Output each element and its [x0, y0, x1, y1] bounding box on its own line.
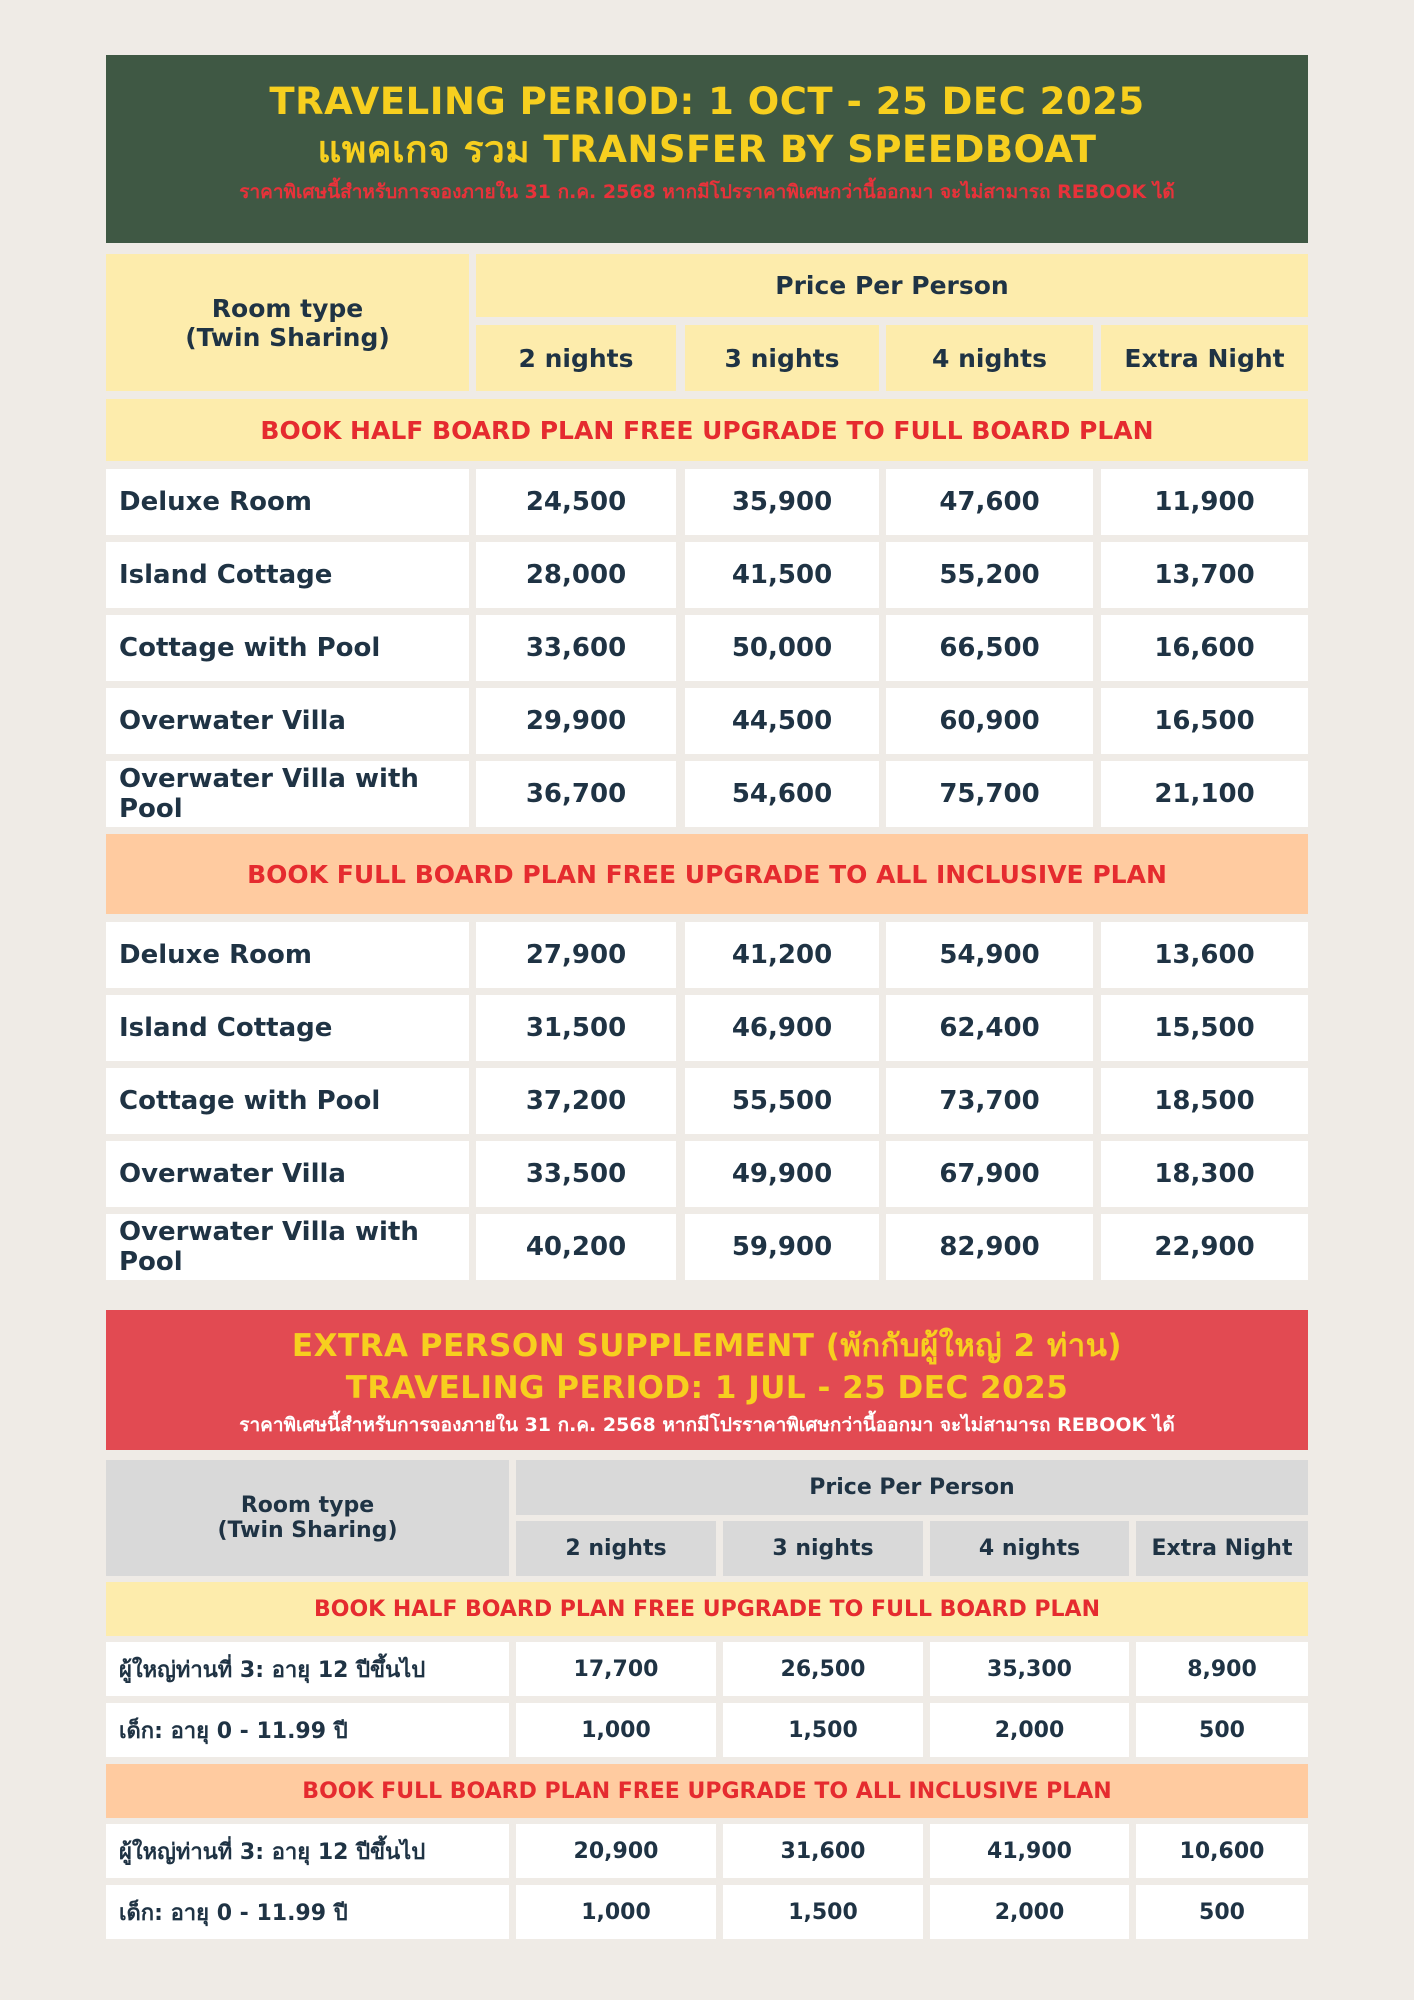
price-cell: 1,500 [723, 1885, 923, 1939]
room-name-cell: Deluxe Room [106, 922, 469, 988]
price-cell: 1,000 [516, 1885, 716, 1939]
price-cell: 54,600 [685, 761, 879, 827]
plan-section-header: BOOK HALF BOARD PLAN FREE UPGRADE TO FULL BOARD PLAN [106, 1582, 1308, 1636]
price-cell: 16,600 [1101, 615, 1308, 681]
price-cell: 75,700 [886, 761, 1093, 827]
price-cell: 31,600 [723, 1824, 923, 1878]
room-name-cell: Island Cottage [106, 542, 469, 608]
price-per-person-header: Price Per Person [476, 254, 1308, 317]
column-header: 4 nights [930, 1521, 1129, 1576]
price-cell: 28,000 [476, 542, 676, 608]
price-cell: 35,900 [685, 469, 879, 535]
price-cell: 500 [1136, 1885, 1308, 1939]
price-cell: 41,500 [685, 542, 879, 608]
column-header: 2 nights [476, 325, 676, 391]
price-cell: 31,500 [476, 995, 676, 1061]
banner-title: EXTRA PERSON SUPPLEMENT (พักกับผู้ใหญ่ 2 ท่าน) [291, 1328, 1123, 1364]
price-cell: 62,400 [886, 995, 1093, 1061]
column-header: 3 nights [685, 325, 879, 391]
banner-note: ราคาพิเศษนี้สำหรับการจองภายใน 31 ก.ค. 2568 หากมีโปรราคาพิเศษกว่านี้ออกมา จะไม่สามารถ REBOOK ได้ [239, 1414, 1175, 1436]
room-name-cell: Cottage with Pool [106, 1068, 469, 1134]
price-cell: 22,900 [1101, 1214, 1308, 1280]
price-cell: 54,900 [886, 922, 1093, 988]
price-cell: 10,600 [1136, 1824, 1308, 1878]
price-cell: 55,200 [886, 542, 1093, 608]
price-cell: 8,900 [1136, 1642, 1308, 1696]
banner-subtitle: แพคเกจ รวม TRANSFER BY SPEEDBOAT [317, 128, 1097, 171]
price-cell: 33,600 [476, 615, 676, 681]
column-header: Extra Night [1136, 1521, 1308, 1576]
price-per-person-header: Price Per Person [516, 1460, 1308, 1515]
room-type-header [106, 254, 469, 391]
room-name-cell: เด็ก: อายุ 0 - 11.99 ปี [106, 1703, 509, 1757]
room-name-cell: เด็ก: อายุ 0 - 11.99 ปี [106, 1885, 509, 1939]
room-type-label: Room type [211, 293, 364, 323]
room-name-cell: Overwater Villa [106, 1141, 469, 1207]
price-cell: 16,500 [1101, 688, 1308, 754]
price-cell: 49,900 [685, 1141, 879, 1207]
room-name-cell: ผู้ใหญ่ท่านที่ 3: อายุ 12 ปีขึ้นไป [106, 1824, 509, 1878]
room-name-cell: ผู้ใหญ่ท่านที่ 3: อายุ 12 ปีขึ้นไป [106, 1642, 509, 1696]
room-name-cell: Overwater Villa with Pool [106, 761, 469, 827]
price-cell: 41,900 [930, 1824, 1129, 1878]
price-cell: 1,500 [723, 1703, 923, 1757]
price-cell: 55,500 [685, 1068, 879, 1134]
price-cell: 20,900 [516, 1824, 716, 1878]
price-cell: 59,900 [685, 1214, 879, 1280]
price-cell: 29,900 [476, 688, 676, 754]
price-cell: 500 [1136, 1703, 1308, 1757]
banner-title: TRAVELING PERIOD: 1 OCT - 25 DEC 2025 [269, 80, 1145, 123]
price-cell: 47,600 [886, 469, 1093, 535]
extra-person-banner [106, 1310, 1308, 1450]
price-cell: 35,300 [930, 1642, 1129, 1696]
banner-note: ราคาพิเศษนี้สำหรับการจองภายใน 31 ก.ค. 2568 หากมีโปรราคาพิเศษกว่านี้ออกมา จะไม่สามารถ REBOOK ได้ [239, 181, 1175, 203]
room-name-cell: Cottage with Pool [106, 615, 469, 681]
period-banner [106, 55, 1308, 243]
price-cell: 17,700 [516, 1642, 716, 1696]
room-name-cell: Overwater Villa [106, 688, 469, 754]
price-cell: 50,000 [685, 615, 879, 681]
room-name-cell: Island Cottage [106, 995, 469, 1061]
price-cell: 2,000 [930, 1885, 1129, 1939]
price-cell: 21,100 [1101, 761, 1308, 827]
column-header: 4 nights [886, 325, 1093, 391]
price-cell: 82,900 [886, 1214, 1093, 1280]
column-header: Extra Night [1101, 325, 1308, 391]
price-cell: 37,200 [476, 1068, 676, 1134]
price-cell: 24,500 [476, 469, 676, 535]
column-header: 3 nights [723, 1521, 923, 1576]
price-cell: 41,200 [685, 922, 879, 988]
room-type-sublabel: (Twin Sharing) [217, 1518, 398, 1543]
price-cell: 46,900 [685, 995, 879, 1061]
price-cell: 18,300 [1101, 1141, 1308, 1207]
room-name-cell: Overwater Villa with Pool [106, 1214, 469, 1280]
price-cell: 36,700 [476, 761, 676, 827]
price-cell: 18,500 [1101, 1068, 1308, 1134]
banner-subtitle: TRAVELING PERIOD: 1 JUL - 25 DEC 2025 [345, 1370, 1069, 1406]
column-header: 2 nights [516, 1521, 716, 1576]
price-cell: 1,000 [516, 1703, 716, 1757]
price-cell: 26,500 [723, 1642, 923, 1696]
room-type-sublabel: (Twin Sharing) [185, 322, 390, 352]
price-cell: 60,900 [886, 688, 1093, 754]
price-cell: 44,500 [685, 688, 879, 754]
price-cell: 11,900 [1101, 469, 1308, 535]
price-cell: 40,200 [476, 1214, 676, 1280]
price-cell: 13,700 [1101, 542, 1308, 608]
price-cell: 13,600 [1101, 922, 1308, 988]
price-cell: 66,500 [886, 615, 1093, 681]
price-cell: 27,900 [476, 922, 676, 988]
price-cell: 33,500 [476, 1141, 676, 1207]
price-cell: 67,900 [886, 1141, 1093, 1207]
room-type-label: Room type [240, 1493, 375, 1518]
plan-section-header: BOOK FULL BOARD PLAN FREE UPGRADE TO ALL INCLUSIVE PLAN [106, 1764, 1308, 1818]
price-cell: 73,700 [886, 1068, 1093, 1134]
price-cell: 15,500 [1101, 995, 1308, 1061]
plan-section-header: BOOK FULL BOARD PLAN FREE UPGRADE TO ALL INCLUSIVE PLAN [106, 834, 1308, 914]
plan-section-header: BOOK HALF BOARD PLAN FREE UPGRADE TO FULL BOARD PLAN [106, 399, 1308, 461]
price-cell: 2,000 [930, 1703, 1129, 1757]
room-name-cell: Deluxe Room [106, 469, 469, 535]
room-type-header [106, 1460, 509, 1576]
